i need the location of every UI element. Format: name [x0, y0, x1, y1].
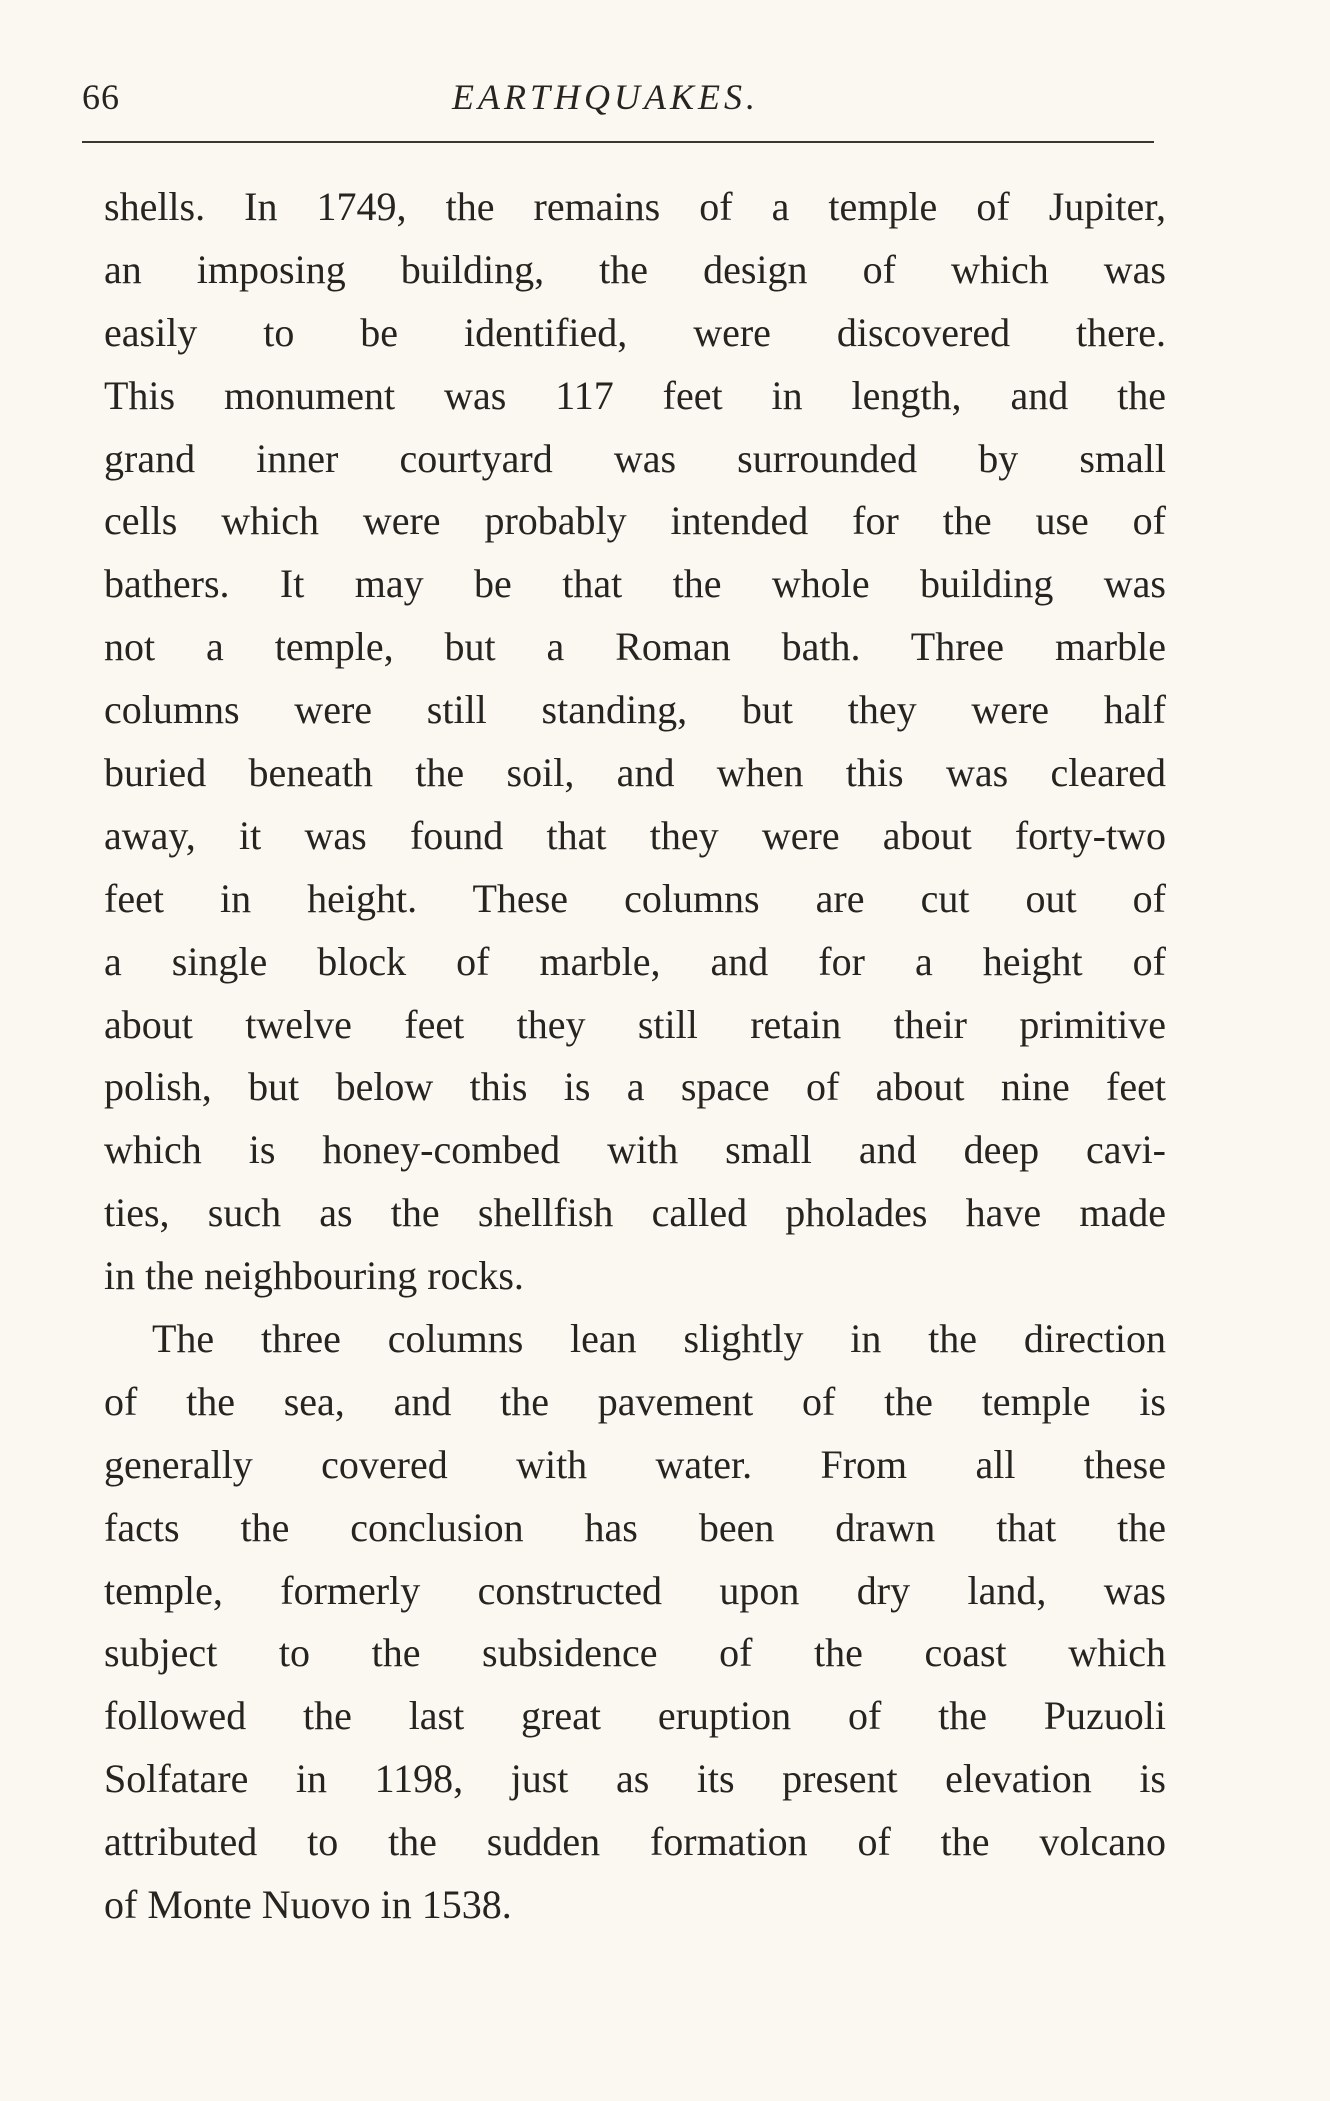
- paragraph-1: [104, 176, 1166, 1308]
- paragraph-2: [104, 1308, 1166, 1937]
- page-header: [82, 76, 1154, 136]
- text-line: an imposing building, the design of which was: [104, 246, 1166, 292]
- text-line: of Monte Nuovo in 1538.: [104, 1882, 512, 1928]
- text-line: subject to the subsidence of the coast which: [104, 1630, 1166, 1676]
- text-line: about twelve feet they still retain their primitive: [104, 1001, 1166, 1047]
- text-line: which is honey-combed with small and deep cavi-: [104, 1127, 1166, 1173]
- text-line: away, it was found that they were about forty-two: [104, 812, 1166, 858]
- text-line: a single block of marble, and for a height of: [104, 938, 1166, 984]
- header-rule: [82, 141, 1154, 143]
- text-line: bathers. It may be that the whole building was: [104, 561, 1166, 607]
- running-title: EARTHQUAKES.: [452, 77, 759, 117]
- page-number: 66: [82, 77, 120, 117]
- text-line: ties, such as the shellfish called pholades have made: [104, 1190, 1166, 1236]
- text-line: columns were still standing, but they were half: [104, 687, 1166, 733]
- text-line: shells. In 1749, the remains of a temple of Jupiter,: [104, 184, 1166, 229]
- text-line: easily to be identified, were discovered there.: [104, 309, 1166, 355]
- text-line: Solfatare in 1198, just as its present elevation is: [104, 1756, 1166, 1802]
- text-line: cells which were probably intended for the use of: [104, 498, 1166, 544]
- text-line: feet in height. These columns are cut out of: [104, 875, 1166, 921]
- text-line: facts the conclusion has been drawn that the: [104, 1504, 1166, 1550]
- text-line: generally covered with water. From all these: [104, 1441, 1166, 1487]
- text-line: of the sea, and the pavement of the temple is: [104, 1378, 1166, 1424]
- body-text: [104, 176, 1166, 1937]
- text-line: polish, but below this is a space of about nine feet: [104, 1064, 1166, 1110]
- text-line: temple, formerly constructed upon dry land, was: [104, 1567, 1166, 1613]
- text-line: in the neighbouring rocks.: [104, 1253, 524, 1299]
- text-line: followed the last great eruption of the Puzuoli: [104, 1693, 1166, 1739]
- text-line: not a temple, but a Roman bath. Three marble: [104, 624, 1166, 670]
- text-line: grand inner courtyard was surrounded by small: [104, 435, 1166, 481]
- text-line: This monument was 117 feet in length, and the: [104, 372, 1166, 418]
- text-line: The three columns lean slightly in the direction: [152, 1316, 1166, 1362]
- text-line: attributed to the sudden formation of the volcano: [104, 1819, 1166, 1865]
- text-line: buried beneath the soil, and when this was cleared: [104, 750, 1166, 796]
